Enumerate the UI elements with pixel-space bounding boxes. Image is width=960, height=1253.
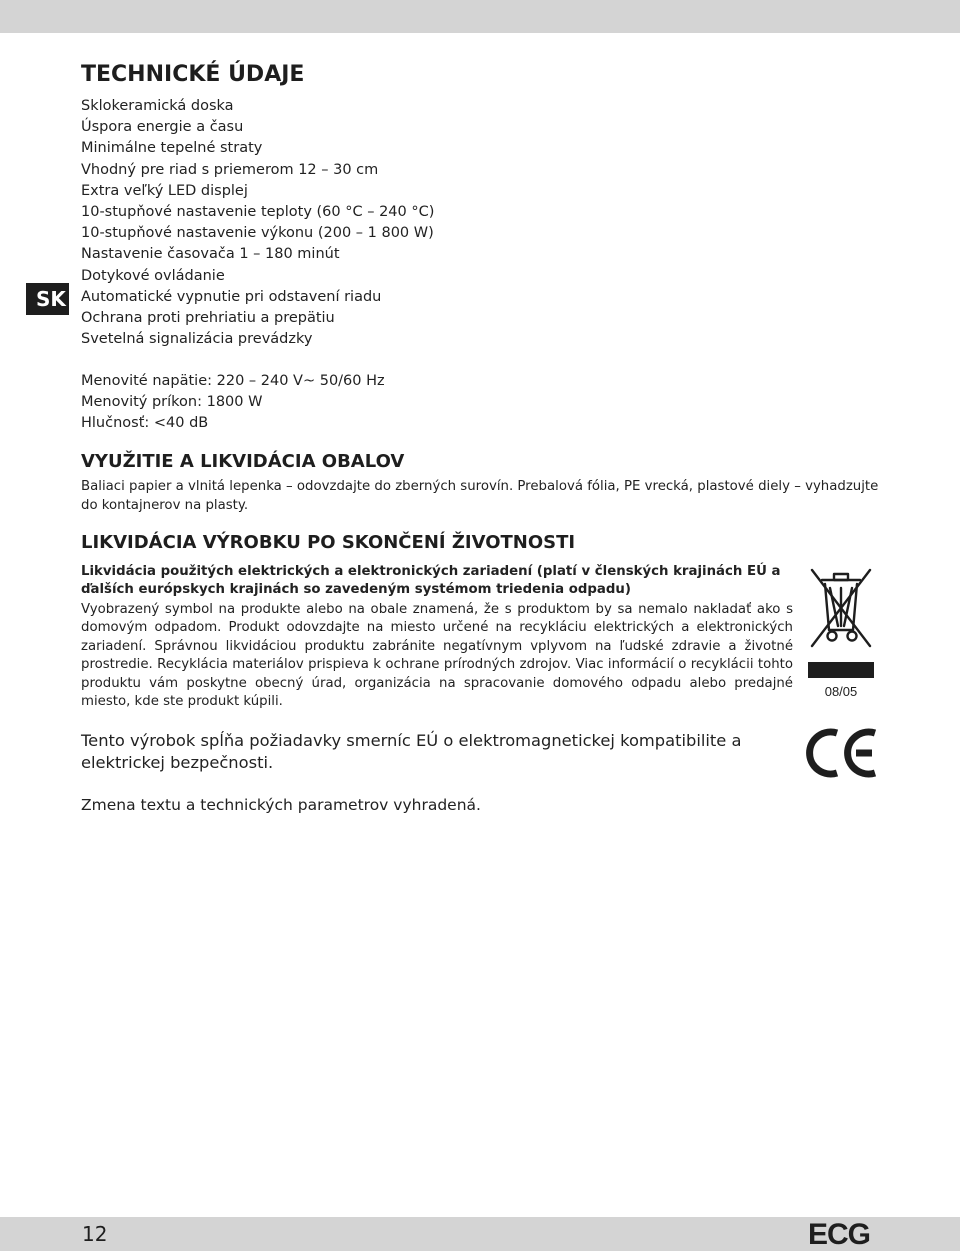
- packaging-text: Baliaci papier a vlnitá lepenka – odovzdajte do zberných surovín. Prebalová fólia, PE vrecká, plastové diely – vyhadzujte do kontajnerov na plasty.: [81, 479, 879, 513]
- disposal-bold-text: Likvidácia použitých elektrických a elektronických zariadení (platí v členských krajinách EÚ a ďalších európskych krajinách so zavedeným systémom triedenia odpadu): [81, 564, 781, 597]
- technical-heading: TECHNICKÉ ÚDAJE: [81, 62, 305, 87]
- rating-power: Menovitý príkon: 1800 W: [81, 394, 263, 411]
- crossed-out-wheelie-bin-icon: [808, 566, 874, 654]
- feature-item: Sklokeramická doska: [81, 98, 234, 114]
- brand-logo: ECG: [808, 1218, 871, 1251]
- language-tab: SK: [26, 283, 69, 315]
- feature-item: Nastavenie časovača 1 – 180 minút: [81, 246, 340, 263]
- feature-item: Vhodný pre riad s priemerom 12 – 30 cm: [81, 161, 379, 178]
- page-number: 12: [82, 1222, 108, 1246]
- disposal-heading: LIKVIDÁCIA VÝROBKU PO SKONČENÍ ŽIVOTNOSTI: [81, 532, 576, 553]
- disclaimer-text: Zmena textu a technických parametrov vyhradená.: [81, 796, 481, 814]
- disposal-text: Vyobrazený symbol na produkte alebo na obale znamená, že s produktom by sa nemalo nakladať ako s domovým odpadom. Produkt odovzdajte na miesto určené na recykláciu elektrických a elektronických zariadení. Správnou likvidáciou produktu zabránite negatívnym vplyvom na ľudské zdravie a životné prostredie. Recyklácia materiálov prispieva k ochrane prírodných zdrojov. Viac informácií o recyklácii tohto produktu vám poskytne obecný úrad, organizácia na spracovanie domového odpadu alebo predajné miesto, kde ste produkt kúpili.: [81, 602, 793, 710]
- footer-bar: [0, 1217, 960, 1251]
- rating-list: [81, 371, 385, 435]
- feature-item: Svetelná signalizácia prevádzky: [81, 331, 313, 348]
- rating-noise: Hlučnosť: <40 dB: [81, 415, 209, 432]
- feature-item: 10-stupňové nastavenie teploty (60 °C – 240 °C): [81, 204, 435, 221]
- feature-item: Automatické vypnutie pri odstavení riadu: [81, 288, 382, 305]
- feature-item: 10-stupňové nastavenie výkonu (200 – 1 800 W): [81, 225, 434, 242]
- rating-voltage: Menovité napätie: 220 – 240 V~ 50/60 Hz: [81, 373, 385, 389]
- feature-item: Dotykové ovládanie: [81, 267, 225, 284]
- feature-item: Minimálne tepelné straty: [81, 140, 263, 157]
- weee-date: 08/05: [824, 684, 858, 699]
- weee-bar: [808, 662, 874, 678]
- ce-mark-icon: [806, 727, 878, 779]
- feature-item: Ochrana proti prehriatiu a prepätiu: [81, 310, 335, 327]
- feature-item: Úspora energie a času: [81, 119, 244, 136]
- compliance-text: Tento výrobok spĺňa požiadavky smerníc EÚ o elektromagnetickej kompatibilite a elektrickej bezpečnosti.: [81, 731, 742, 772]
- top-bar: [0, 0, 960, 33]
- feature-list: [81, 96, 434, 350]
- feature-item: Extra veľký LED displej: [81, 182, 248, 199]
- packaging-heading: VYUŽITIE A LIKVIDÁCIA OBALOV: [81, 451, 405, 472]
